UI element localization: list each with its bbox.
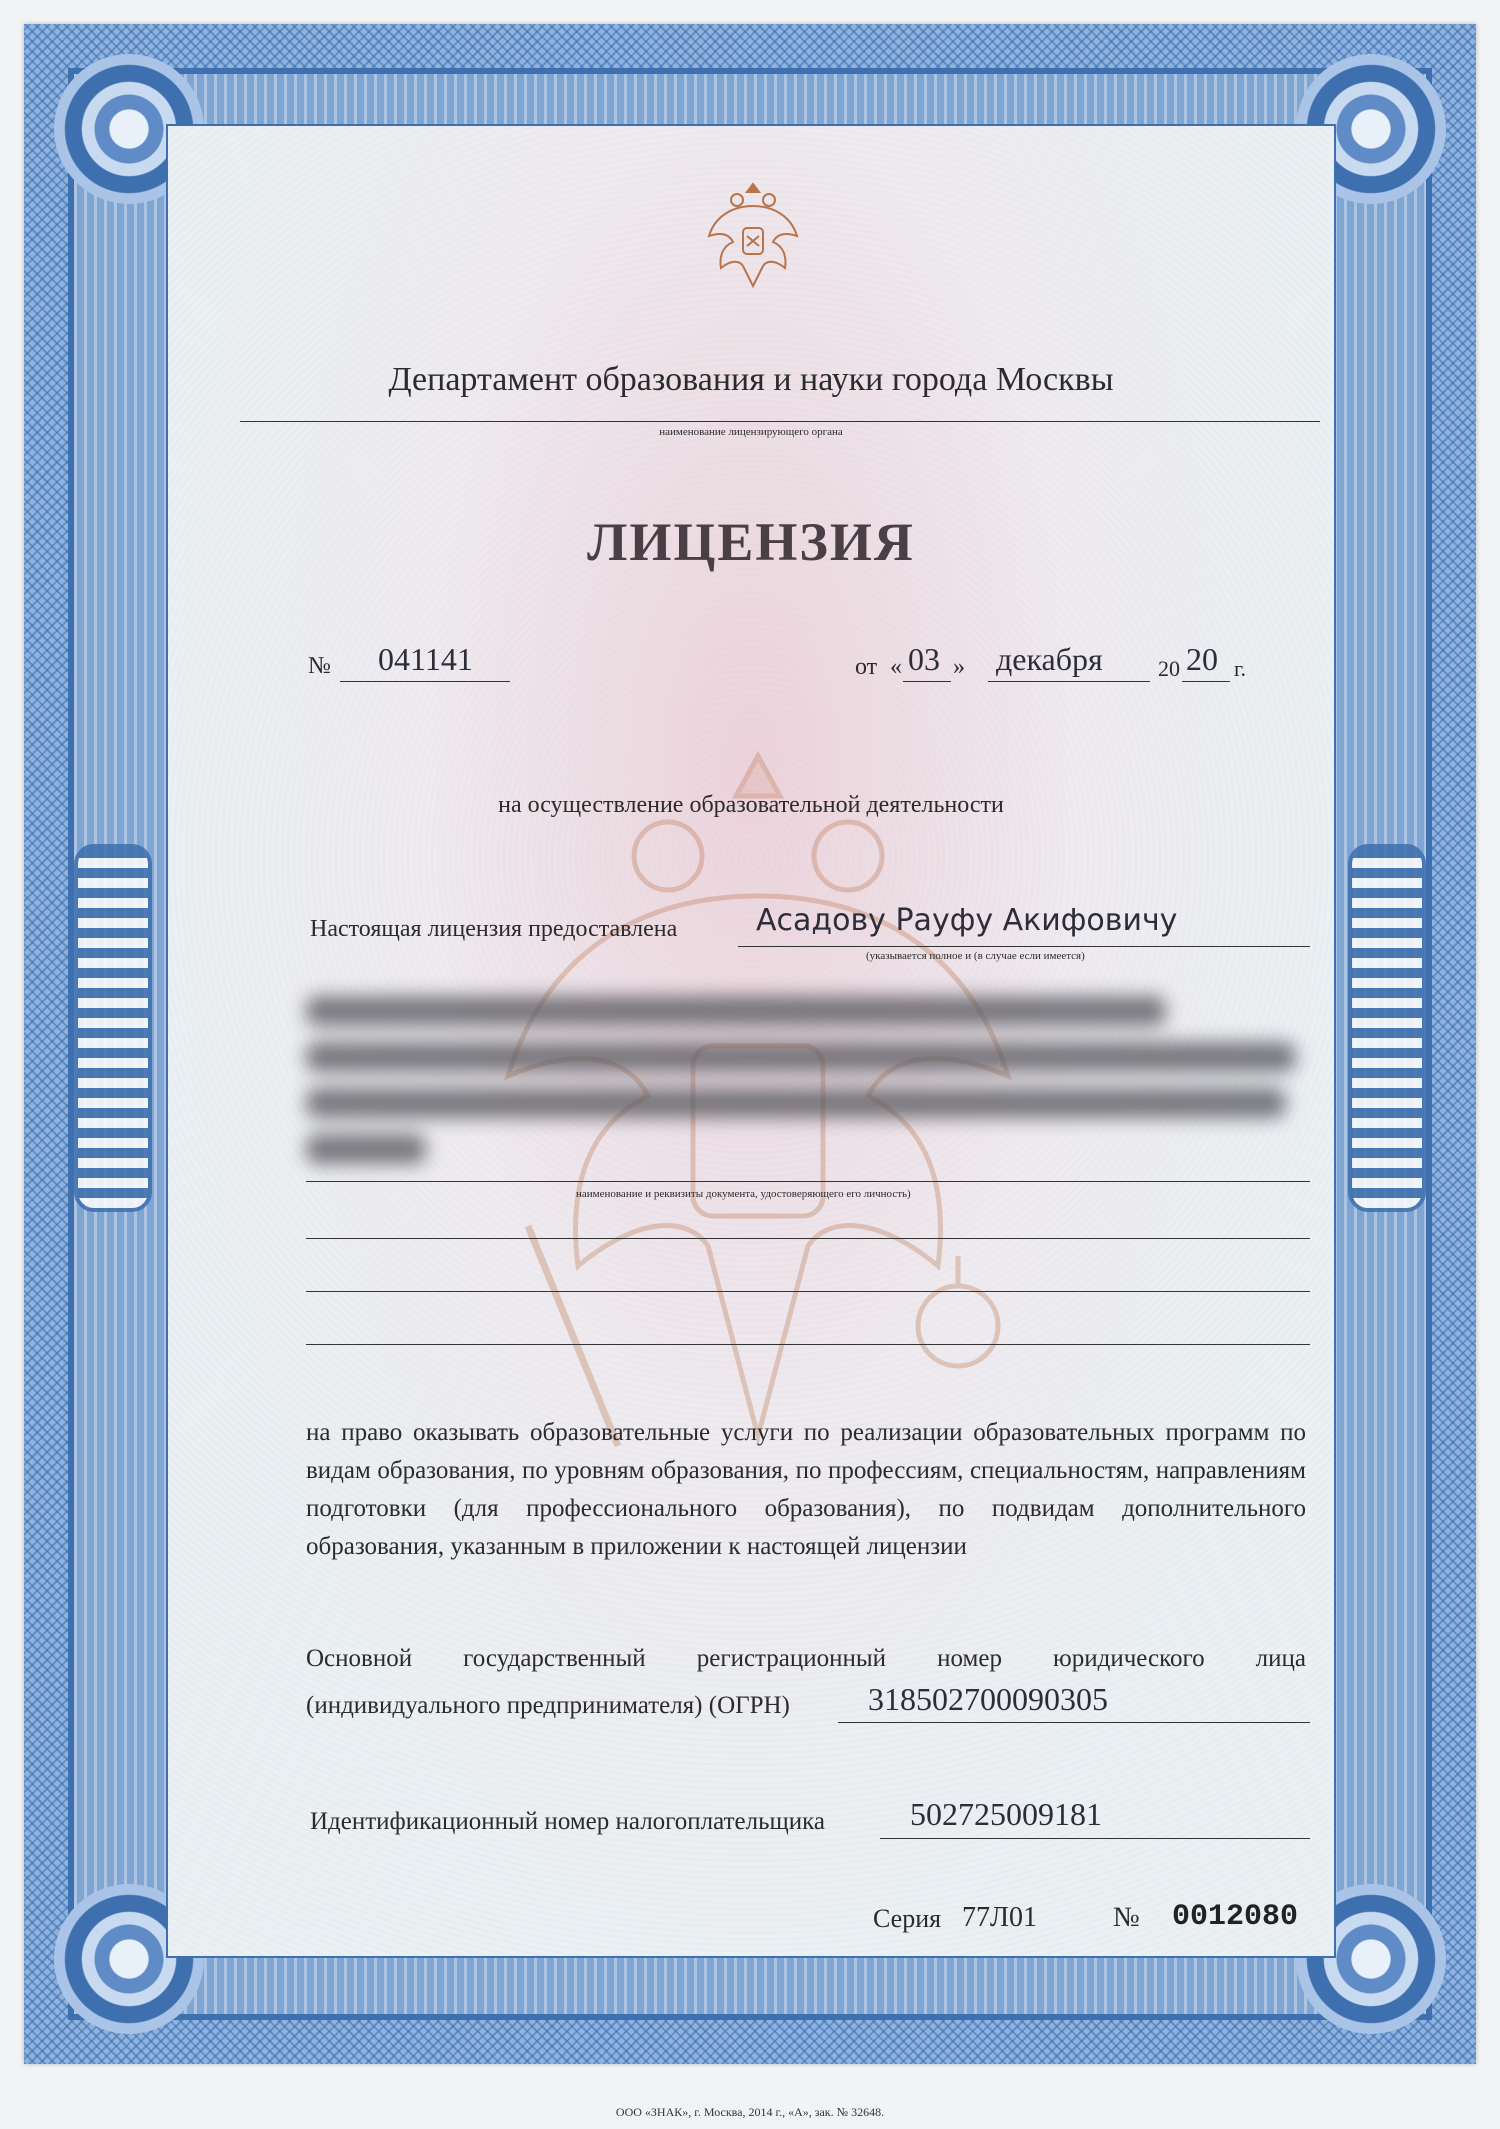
license-right-text: на право оказывать образовательные услуги по реализации образовательных программ по видам образования, по уровням образования, по профессиям, специальностям, направлениям подготовки (для профессионального образования), по подвидам дополнительного образования, указанным в приложении к настоящей лицензии xyxy=(306,1419,1306,1560)
inn-underline xyxy=(880,1838,1310,1839)
license-number-label: № xyxy=(308,653,331,679)
authority-name: Департамент образования и науки города Москвы xyxy=(388,361,1114,398)
ogrn-underline xyxy=(838,1722,1310,1723)
date-quote-close: » xyxy=(953,654,965,680)
knot-ornament-icon xyxy=(74,844,152,1212)
license-field xyxy=(166,124,1336,1958)
grantee-label: Настоящая лицензия предоставлена xyxy=(310,916,678,942)
grantee-caption-doc: наименование и реквизиты документа, удостоверяющего его личность) xyxy=(576,1188,911,1200)
printer-imprint: ООО «ЗНАК», г. Москва, 2014 г., «А», зак. № 32648. xyxy=(615,2105,885,2119)
grantee-caption-full: (указывается полное и (в случае если имеется) xyxy=(866,950,1085,962)
blank-line-3 xyxy=(306,1344,1310,1345)
blank-line-2 xyxy=(306,1291,1310,1292)
knot-ornament-icon xyxy=(1348,844,1426,1212)
date-day: 03 xyxy=(908,641,940,677)
date-year-prefix: 20 xyxy=(1158,656,1180,681)
series-number-label: № xyxy=(1113,1902,1140,1933)
license-sheet xyxy=(24,24,1476,2064)
date-year-end: г. xyxy=(1234,656,1247,681)
license-number-underline xyxy=(340,681,510,682)
date-from-label: от xyxy=(855,654,878,680)
date-day-underline xyxy=(903,681,951,682)
document-underline xyxy=(306,1181,1310,1182)
license-number: 041141 xyxy=(378,641,473,677)
ogrn-label-line1: Основной государственный регистрационный номер юридического лица xyxy=(306,1645,1306,1672)
date-month-underline xyxy=(988,681,1150,682)
redacted-personal-data xyxy=(306,996,1306,1166)
coat-of-arms-icon xyxy=(703,176,803,296)
inn-value: 502725009181 xyxy=(910,1796,1102,1832)
grantee-name: Асадову Рауфу Акифовичу xyxy=(756,903,1178,938)
blank-line-1 xyxy=(306,1238,1310,1239)
inn-label: Идентификационный номер налогоплательщика xyxy=(310,1808,826,1835)
series-value: 77Л01 xyxy=(962,1902,1037,1933)
series-label: Серия xyxy=(873,1904,942,1933)
date-month: декабря xyxy=(996,641,1103,677)
authority-caption: наименование лицензирующего органа xyxy=(659,426,843,438)
date-year-suffix: 20 xyxy=(1186,641,1218,677)
page-title: ЛИЦЕНЗИЯ xyxy=(587,512,915,572)
ogrn-value: 318502700090305 xyxy=(868,1681,1108,1717)
series-number: 0012080 xyxy=(1172,1900,1299,1934)
authority-underline xyxy=(240,421,1320,422)
date-year-underline xyxy=(1182,681,1230,682)
license-purpose: на осуществление образовательной деятельности xyxy=(498,792,1004,818)
ogrn-label-line2: (индивидуального предпринимателя) (ОГРН) xyxy=(306,1692,790,1719)
grantee-underline xyxy=(738,946,1310,947)
date-quote-open: « xyxy=(890,654,902,680)
